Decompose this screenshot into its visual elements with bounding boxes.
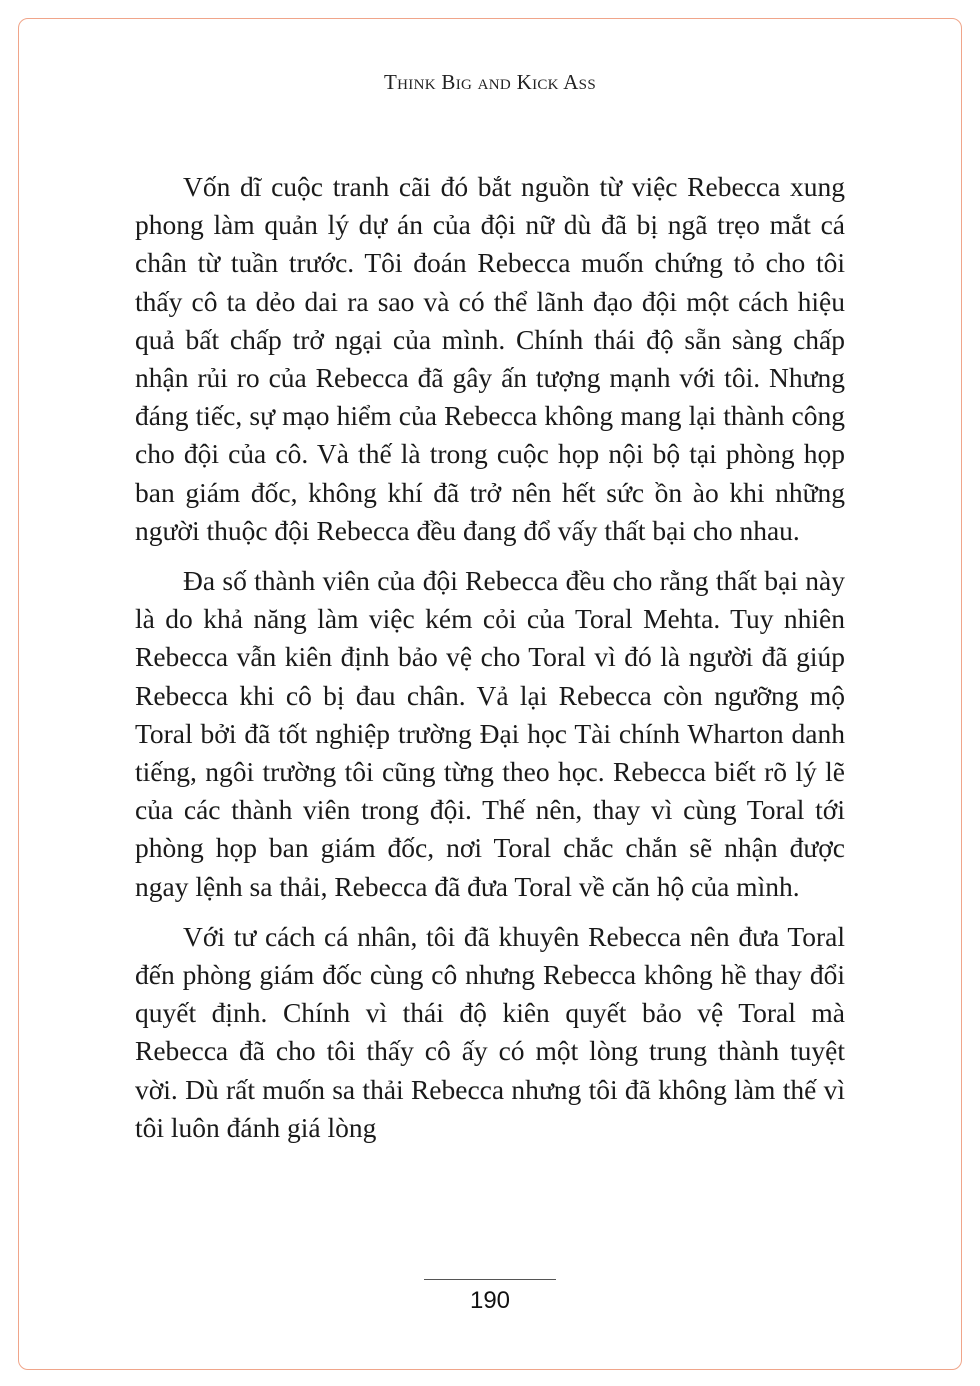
footer-rule [424,1279,556,1280]
paragraph-3: Với tư cách cá nhân, tôi đã khuyên Rebecca nên đưa Toral đến phòng giám đốc cùng cô nhưng Rebecca không hề thay đổi quyết định. Chính vì thái độ kiên quyết bảo vệ Toral mà Rebecca đã cho tôi thấy cô ấy có một lòng trung thành tuyệt vời. Dù rất muốn sa thải Rebecca nhưng tôi đã không làm thế vì tôi luôn đánh giá lòng [135,920,845,1143]
paragraph-1: Vốn dĩ cuộc tranh cãi đó bắt nguồn từ việc Rebecca xung phong làm quản lý dự án của đội nữ dù đã bị ngã trẹo mắt cá chân từ tuần trước. Tôi đoán Rebecca muốn chứng tỏ cho tôi thấy cô ta dẻo dai ra sao và có thể lãnh đạo đội một cách hiệu quả bất chấp trở ngại của mình. Chính thái độ sẵn sàng chấp nhận rủi ro của Rebecca đã gây ấn tượng mạnh với tôi. Nhưng đáng tiếc, sự mạo hiểm của Rebecca không mang lại thành công cho đội của cô. Và thế là trong cuộc họp nội bộ tại phòng họp ban giám đốc, không khí đã trở nên hết sức ồn ào khi những người thuộc đội Rebecca đều đang đổ vấy thất bại cho nhau. [135,171,845,546]
running-header: Think Big and Kick Ass [384,70,596,94]
paragraph-2: Đa số thành viên của đội Rebecca đều cho rằng thất bại này là do khả năng làm việc kém cỏi của Toral Mehta. Tuy nhiên Rebecca vẫn kiên định bảo vệ cho Toral vì đó là người đã giúp Rebecca khi cô bị đau chân. Vả lại Rebecca còn ngưỡng mộ Toral bởi đã tốt nghiệp trường Đại học Tài chính Wharton danh tiếng, ngôi trường tôi cũng từng theo học. Rebecca biết rõ lý lẽ của các thành viên trong đội. Thế nên, thay vì cùng Toral tới phòng họp ban giám đốc, nơi Toral chắc chắn sẽ nhận được ngay lệnh sa thải, Rebecca đã đưa Toral về căn hộ của mình. [135,565,845,902]
page-number: 190 [469,1287,511,1314]
body-text [135,168,845,1159]
